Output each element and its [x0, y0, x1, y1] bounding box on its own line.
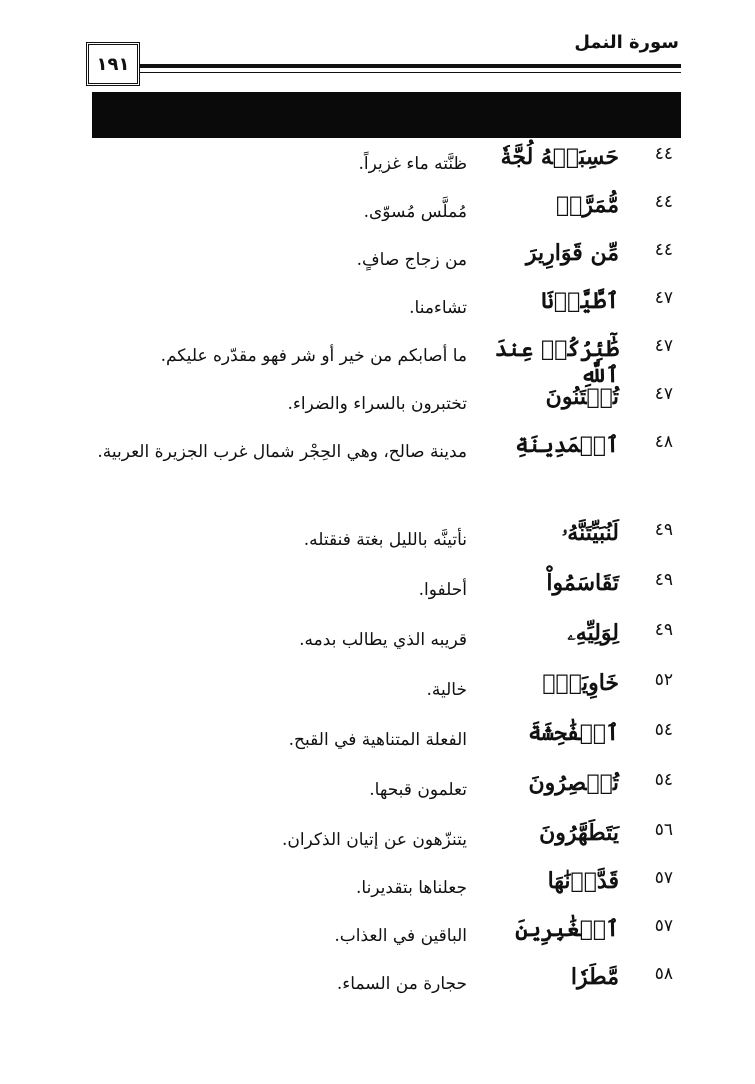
word-meaning: ما أصابكم من خير أو شر فهو مقدّره عليكم.: [160, 346, 467, 366]
quran-word: خَاوِيَةَۢ: [542, 670, 619, 696]
verse-number: ٤٩: [654, 620, 673, 640]
word-meaning: أحلفوا.: [418, 580, 467, 600]
quran-word: مُّمَرَّدٞ: [555, 192, 619, 218]
quran-word: تُبۡصِرُونَ: [528, 770, 619, 796]
quran-word: مِّن قَوَارِيرَ: [525, 240, 619, 266]
word-meaning: جعلناها بتقديرنا.: [355, 878, 467, 898]
word-meaning: مدينة صالح، وهي الحِجْر شمال غرب الجزيرة العربية.: [97, 442, 467, 462]
verse-number: ٥٤: [654, 720, 673, 740]
verse-number: ٥٧: [654, 916, 673, 936]
verse-number: ٤٧: [654, 384, 673, 404]
word-meaning: من زجاج صافٍ.: [356, 250, 467, 270]
quran-word: ٱطَّيَّرۡنَا: [541, 288, 619, 314]
word-meaning: قريبه الذي يطالب بدمه.: [299, 630, 467, 650]
verse-number: ٤٩: [654, 520, 673, 540]
quran-word: ٱلۡغَٰبِرِينَ: [515, 916, 619, 942]
verse-number: ٤٤: [654, 144, 673, 164]
word-meaning: نأتينَّه بالليل بغتة فنقتله.: [303, 530, 467, 550]
verse-number: ٤٧: [654, 336, 673, 356]
verse-number: ٤٩: [654, 570, 673, 590]
surah-title: سورة النمل: [574, 32, 679, 53]
glossary-list: [0, 138, 755, 1078]
verse-number: ٤٨: [654, 432, 673, 452]
quran-word: تُفۡتَنُونَ: [545, 384, 619, 410]
verse-number: ٥٦: [654, 820, 673, 840]
word-meaning: تعلمون قبحها.: [369, 780, 467, 800]
header-rule-thick: [140, 64, 681, 68]
verse-number: ٥٢: [654, 670, 673, 690]
verse-number: ٤٧: [654, 288, 673, 308]
word-meaning: حجارة من السماء.: [336, 974, 467, 994]
verse-number: ٤٤: [654, 192, 673, 212]
header-rule-thin: [140, 72, 681, 73]
quran-word: تَقَاسَمُواْ: [546, 570, 619, 596]
word-meaning: يتنزّهون عن إتيان الذكران.: [281, 830, 467, 850]
word-meaning: تختبرون بالسراء والضراء.: [287, 394, 467, 414]
quran-word: حَسِبَتۡهُ لُجَّةٗ: [500, 144, 619, 170]
section-band: [92, 92, 681, 138]
quran-word: مَّطَرٗا: [570, 964, 619, 990]
verse-number: ٥٧: [654, 868, 673, 888]
quran-word: ٱلۡمَدِينَةِ: [515, 432, 619, 458]
quran-word: ٱلۡفَٰحِشَةَ: [528, 720, 619, 746]
word-meaning: خالية.: [426, 680, 467, 700]
verse-number: ٤٤: [654, 240, 673, 260]
word-meaning: مُملَّس مُسوّى.: [363, 202, 467, 222]
quran-word: يَتَطَهَّرُونَ: [539, 820, 619, 846]
verse-number: ٥٨: [654, 964, 673, 984]
quran-word: لِوَلِيِّهِۦ: [567, 620, 619, 646]
quran-word: قَدَّرۡنَٰهَا: [547, 868, 619, 894]
word-meaning: الفعلة المتناهية في القبح.: [288, 730, 467, 750]
word-meaning: ظنَّته ماء غزيراً.: [358, 154, 467, 174]
page-number: ١٩١: [86, 42, 140, 86]
quran-word: لَنُبَيِّتَنَّهُۥ: [561, 520, 619, 546]
word-meaning: الباقين في العذاب.: [334, 926, 467, 946]
word-meaning: تشاءمنا.: [409, 298, 467, 318]
verse-number: ٥٤: [654, 770, 673, 790]
quran-word: طَٰٓئِرُكُمۡ عِندَ ٱللَّهِ: [494, 336, 619, 388]
